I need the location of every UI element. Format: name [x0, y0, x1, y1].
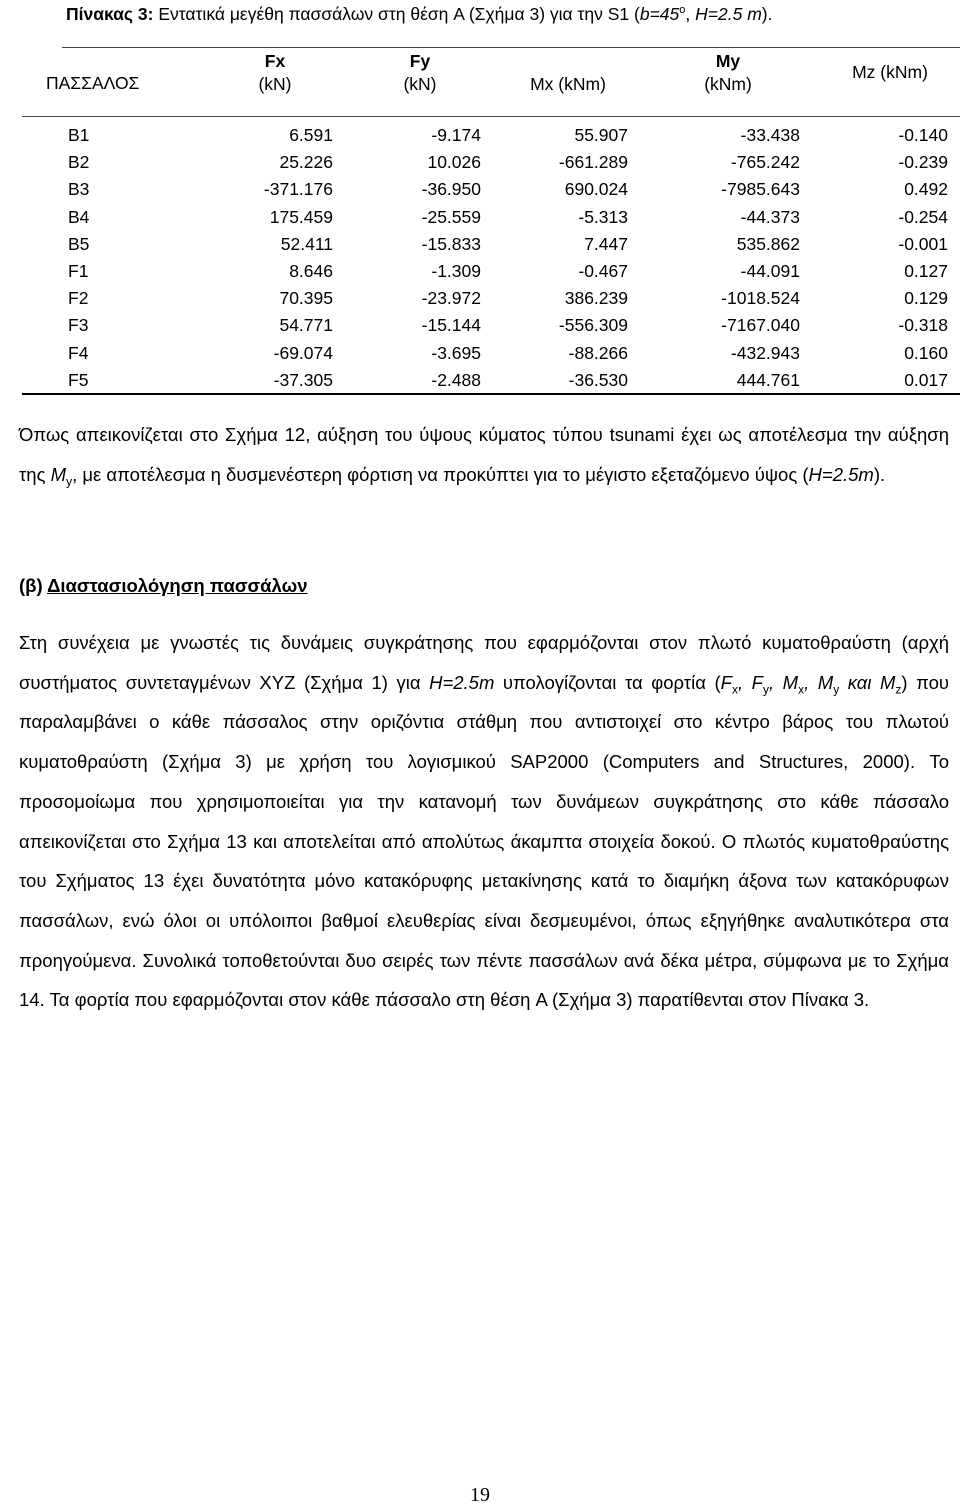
cell-fy: -15.144	[421, 315, 481, 336]
cell-my: -44.373	[740, 206, 800, 227]
cell-fy: -23.972	[421, 288, 481, 309]
cell-my: -33.438	[740, 125, 800, 145]
p2-fx-sub: x	[731, 682, 738, 697]
cell-fy: -36.950	[421, 179, 481, 200]
cell-fx: 175.459	[269, 206, 333, 227]
header-mz-label: Mz (kNm)	[852, 62, 928, 82]
cell-mx: 7.447	[584, 233, 628, 254]
table-row	[0, 125, 960, 152]
p1-h-value: H=2.5m	[808, 463, 874, 485]
cell-my: -432.943	[730, 342, 800, 363]
p1-m-sub: y	[66, 474, 73, 489]
table-row	[0, 343, 960, 370]
cell-my: -7167.040	[721, 315, 800, 336]
table-row	[0, 234, 960, 261]
header-fy-unit: (kN)	[403, 74, 437, 94]
table-top-rule	[62, 47, 960, 48]
table-bottom-rule	[22, 393, 960, 395]
paragraph-results	[19, 415, 949, 494]
cell-mx: -36.530	[568, 369, 628, 390]
p1-m-symbol: M	[50, 463, 67, 485]
table-row	[0, 207, 960, 234]
table-header-rule	[22, 116, 960, 117]
degree-symbol: o	[679, 4, 686, 16]
p2-comma-1: ,	[737, 671, 752, 693]
p2-mz-sub: z	[895, 682, 902, 697]
pile-id: F1	[68, 261, 89, 281]
header-pile	[46, 72, 139, 95]
cell-mx: -661.289	[558, 152, 628, 173]
caption-h-param: H=2.5 m	[695, 4, 762, 24]
cell-fy: -3.695	[431, 342, 481, 363]
cell-fx: 52.411	[280, 233, 333, 254]
cell-my: 535.862	[736, 233, 800, 254]
cell-fx: 70.395	[279, 288, 333, 309]
heading-prefix: (β)	[19, 575, 48, 596]
cell-mz: 0.017	[904, 369, 948, 390]
pile-id: B4	[68, 206, 90, 227]
header-fy-label: Fy	[409, 51, 431, 71]
cell-my: -765.242	[730, 152, 800, 173]
header-my-label: My	[715, 51, 741, 71]
cell-fy: -9.174	[431, 125, 481, 145]
heading-title: Διαστασιολόγηση πασσάλων	[47, 575, 308, 596]
cell-my: 444.761	[736, 369, 800, 390]
pile-id: F5	[68, 369, 89, 390]
cell-mx: -5.313	[578, 206, 628, 227]
cell-fy: 10.026	[427, 152, 481, 173]
p2-my-symbol: M	[817, 671, 834, 693]
cell-fy: -15.833	[421, 233, 481, 254]
cell-mz: -0.140	[898, 125, 948, 145]
p2-kai: και	[839, 671, 880, 693]
table-row	[0, 315, 960, 342]
cell-mz: 0.127	[904, 261, 948, 281]
cell-mx: -88.266	[568, 342, 628, 363]
p2-text-c: ) που παραλαμβάνει ο κάθε πάσσαλος στην οριζόντια στάθμη που αντιστοιχεί στο κέντρο βάρος του πλωτού κυματοθραύστη (Σχήμα 3) με χρήση του λογισμικού SAP2000 (Computers and Structures, 2000). Το προσομοίωμα που χρησιμοποιείται για την κατανομή των δυνάμεων συγκράτησης στο κάθε πάσσαλο απεικονίζεται στο Σχήμα 13 και αποτελείται από απολύτως άκαμπτα στοιχεία δοκού. Ο πλωτός κυματοθραύστης του Σχήματος 13 έχει δυνατότητα μόνο κατακόρυφης μετακίνησης κατά το διαμήκη άξονα των κατακόρυφων πασσάλων, ενώ όλοι οι υπόλοιποι βαθμοί ελευθερίας είναι δεσμευμένοι, όπως εξηγήθηκε αναλυτικότερα στα προηγούμενα. Συνολικά τοποθετούνται δυο σειρές των πέντε πασσάλων ανά δέκα μέτρα, σύμφωνα με το Σχήμα 14. Τα φορτία που εφαρμόζονται στον κάθε πάσσαλο στη θέση A (Σχήμα 3) παρατίθενται στον Πίνακα 3.	[19, 671, 950, 1011]
header-pile-label: ΠΑΣΣΑΛΟΣ	[46, 73, 140, 93]
pile-id: B2	[68, 152, 90, 173]
cell-mz: -0.254	[898, 206, 948, 227]
table-row	[0, 179, 960, 206]
cell-mz: 0.129	[904, 288, 948, 309]
header-fy	[385, 50, 455, 96]
cell-mx: 690.024	[564, 179, 628, 200]
p1-text-c: ).	[873, 463, 886, 485]
p2-fy-sub: y	[762, 682, 769, 697]
p2-my-sub: y	[833, 682, 840, 697]
pile-id: B3	[68, 179, 90, 200]
pile-id: B5	[68, 233, 90, 254]
p1-text-b: , με αποτέλεσμα η δυσμενέστερη φόρτιση να προκύπτει για το μέγιστο εξεταζόμενο ύψος (	[72, 463, 809, 485]
pile-id: F3	[68, 315, 89, 336]
cell-fx: 54.771	[279, 315, 333, 336]
pile-id: F4	[68, 342, 89, 363]
cell-my: -44.091	[740, 261, 800, 281]
cell-fx: -371.176	[263, 179, 333, 200]
p2-fx-symbol: F	[720, 671, 732, 693]
p2-comma-3: ,	[804, 671, 818, 693]
table-row	[0, 261, 960, 288]
p2-text-b: υπολογίζονται τα φορτία (	[494, 671, 721, 693]
cell-mz: 0.492	[904, 179, 948, 200]
caption-label: Πίνακας 3:	[66, 4, 154, 24]
cell-fy: -1.309	[431, 261, 481, 281]
cell-mz: -0.001	[898, 233, 948, 254]
header-fx-unit: (kN)	[258, 74, 292, 94]
caption-end: ).	[761, 4, 773, 24]
cell-fx: -69.074	[273, 342, 333, 363]
caption-sep: ,	[685, 4, 696, 24]
table-row	[0, 288, 960, 315]
cell-my: -1018.524	[721, 288, 800, 309]
cell-mz: -0.239	[898, 152, 948, 173]
p2-mz-symbol: M	[880, 671, 896, 693]
cell-my: -7985.643	[721, 179, 800, 200]
header-fx	[240, 50, 310, 96]
pile-id: B1	[68, 125, 90, 145]
cell-fx: 6.591	[289, 125, 333, 145]
section-heading	[19, 575, 308, 597]
page-number: 19	[470, 1484, 490, 1506]
cell-fy: -25.559	[421, 206, 481, 227]
p2-comma-2: ,	[768, 671, 783, 693]
caption-text: Εντατικά μεγέθη πασσάλων στη θέση A (Σχήμα 3) για την S1 (	[153, 4, 640, 24]
p2-mx-sub: x	[798, 682, 805, 697]
p2-h-value: H=2.5m	[429, 671, 495, 693]
pile-id: F2	[68, 288, 89, 309]
cell-fx: 25.226	[279, 152, 333, 173]
header-my	[688, 50, 768, 96]
table-row	[0, 152, 960, 179]
header-my-unit: (kNm)	[704, 74, 752, 94]
cell-fy: -2.488	[431, 369, 481, 390]
cell-mx: 55.907	[574, 125, 628, 145]
p2-text-a: Στη συνέχεια με γνωστές τις δυνάμεις συγκράτησης που εφαρμόζονται στον πλωτό κυματοθραύστη (αρχή συστήματος συντεταγμένων XYZ (Σχήμα 1) για	[19, 632, 949, 693]
cell-fx: 8.646	[289, 261, 333, 281]
cell-mz: 0.160	[904, 342, 948, 363]
header-mz	[830, 61, 950, 84]
p1-text-a: Όπως απεικονίζεται στο Σχήμα 12, αύξηση του ύψους κύματος τύπου tsunami έχει ως αποτέλεσμα την αύξηση της	[19, 424, 949, 485]
cell-mx: 386.239	[564, 288, 628, 309]
cell-mx: -556.309	[558, 315, 628, 336]
caption-b-param: b=45	[639, 4, 680, 24]
p2-fy-symbol: F	[751, 671, 763, 693]
table-caption	[66, 4, 772, 25]
p2-mx-symbol: M	[782, 671, 799, 693]
header-mx	[508, 73, 628, 96]
paragraph-design	[19, 623, 949, 1020]
cell-mx: -0.467	[578, 261, 628, 281]
header-fx-label: Fx	[264, 51, 286, 71]
cell-mz: -0.318	[898, 315, 948, 336]
cell-fx: -37.305	[273, 369, 333, 390]
header-mx-label: Mx (kNm)	[530, 74, 606, 94]
